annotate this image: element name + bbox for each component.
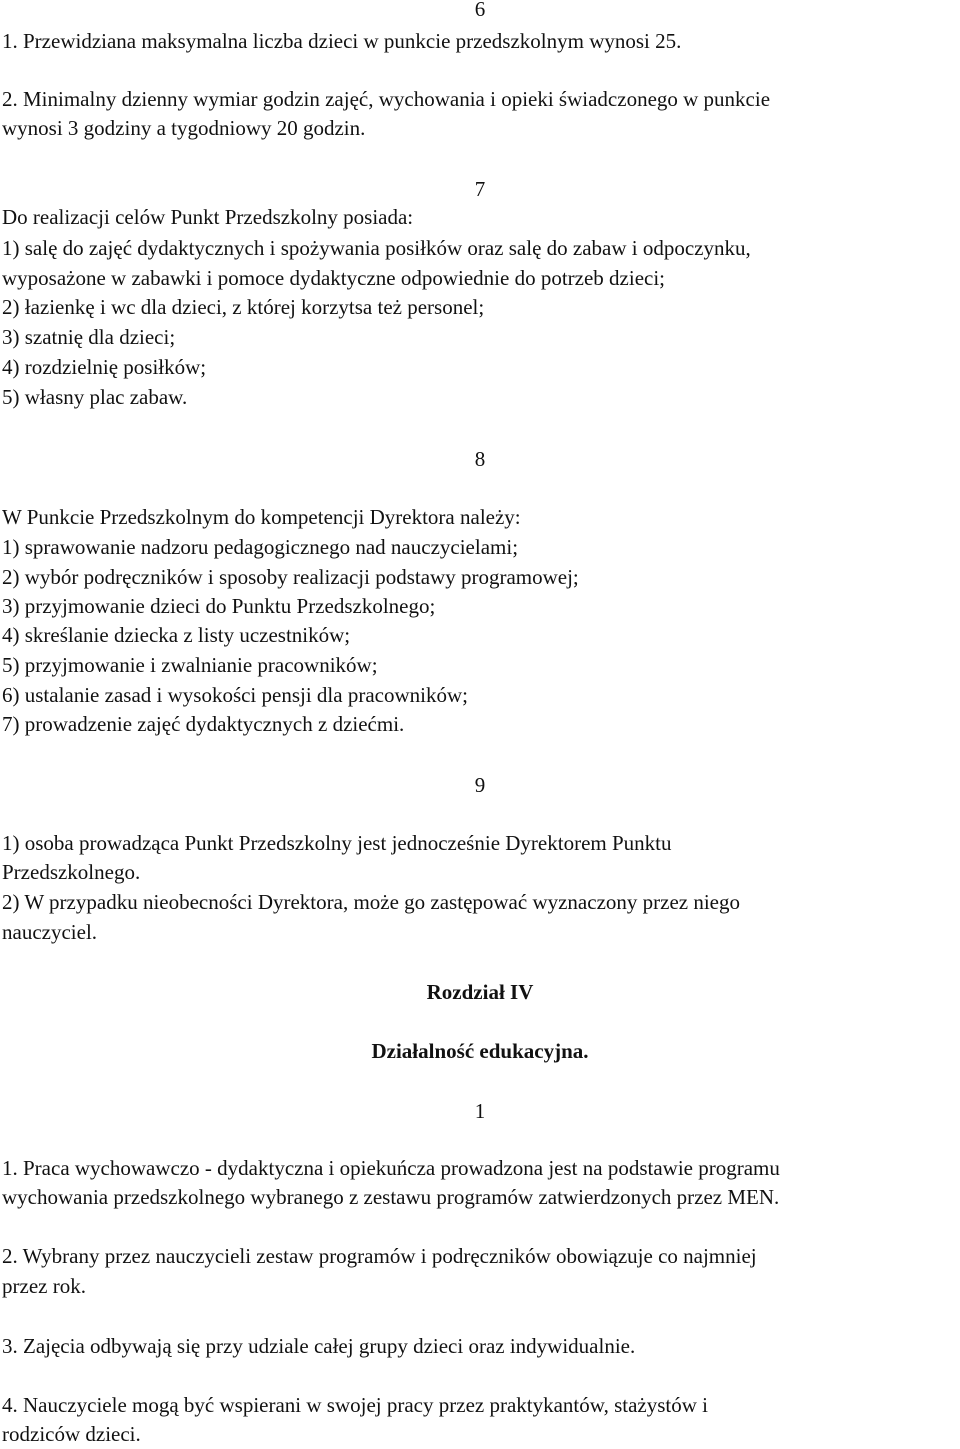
section-9-line-3: 2) W przypadku nieobecności Dyrektora, może go zastępować wyznaczony przez niego xyxy=(2,890,741,914)
section-1-line-5: 3. Zajęcia odbywają się przy udziale całej grupy dzieci oraz indywidualnie. xyxy=(2,1334,636,1358)
section-1-line-7: rodziców dzieci. xyxy=(2,1422,141,1446)
section-6-line-3: wynosi 3 godziny a tygodniowy 20 godzin. xyxy=(2,116,366,140)
section-1-line-2: wychowania przedszkolnego wybranego z zestawu programów zatwierdzonych przez MEN. xyxy=(2,1185,780,1209)
section-1-line-6: 4. Nauczyciele mogą być wspierani w swojej pracy przez praktykantów, stażystów i xyxy=(2,1393,708,1417)
section-6-line-1: 1. Przewidziana maksymalna liczba dzieci w punkcie przedszkolnym wynosi 25. xyxy=(2,29,682,53)
section-7-line-3: wyposażone w zabawki i pomoce dydaktyczne odpowiednie do potrzeb dzieci; xyxy=(2,266,666,290)
section-1-line-4: przez rok. xyxy=(2,1274,86,1298)
section-6-heading: 6 xyxy=(474,0,486,21)
section-7-heading: 7 xyxy=(474,177,486,201)
section-7-line-7: 5) własny plac zabaw. xyxy=(2,385,188,409)
section-1-line-3: 2. Wybrany przez nauczycieli zestaw programów i podręczników obowiązuje co najmniej xyxy=(2,1244,757,1268)
section-8-line-4: 3) przyjmowanie dzieci do Punktu Przedszkolnego; xyxy=(2,594,436,618)
section-8-line-1: W Punkcie Przedszkolnym do kompetencji Dyrektora należy: xyxy=(2,505,521,529)
section-7-line-6: 4) rozdzielnię posiłków; xyxy=(2,355,207,379)
section-1-line-1: 1. Praca wychowawczo - dydaktyczna i opiekuńcza prowadzona jest na podstawie programu xyxy=(2,1156,780,1180)
section-8-line-2: 1) sprawowanie nadzoru pedagogicznego nad nauczycielami; xyxy=(2,535,519,559)
section-6-line-2: 2. Minimalny dzienny wymiar godzin zajęć, wychowania i opieki świadczonego w punkcie xyxy=(2,87,771,111)
section-7-line-2: 1) salę do zajęć dydaktycznych i spożywania posiłków oraz salę do zabaw i odpoczynku, xyxy=(2,236,751,260)
section-1-heading: 1 xyxy=(474,1099,486,1123)
chapter-subheading: Działalność edukacyjna. xyxy=(371,1039,589,1063)
chapter-heading: Rozdział IV xyxy=(426,980,534,1004)
section-8-line-7: 6) ustalanie zasad i wysokości pensji dla pracowników; xyxy=(2,683,468,707)
section-9-line-1: 1) osoba prowadząca Punkt Przedszkolny jest jednocześnie Dyrektorem Punktu xyxy=(2,831,672,855)
section-7-line-1: Do realizacji celów Punkt Przedszkolny posiada: xyxy=(2,205,414,229)
section-8-line-6: 5) przyjmowanie i zwalnianie pracowników; xyxy=(2,653,378,677)
section-8-line-3: 2) wybór podręczników i sposoby realizacji podstawy programowej; xyxy=(2,565,579,589)
section-7-line-5: 3) szatnię dla dzieci; xyxy=(2,325,176,349)
section-8-line-5: 4) skreślanie dziecka z listy uczestników; xyxy=(2,623,351,647)
section-8-line-8: 7) prowadzenie zajęć dydaktycznych z dziećmi. xyxy=(2,712,405,736)
section-9-line-2: Przedszkolnego. xyxy=(2,860,141,884)
section-7-line-4: 2) łazienkę i wc dla dzieci, z której korzytsa też personel; xyxy=(2,295,485,319)
section-9-heading: 9 xyxy=(474,773,486,797)
section-8-heading: 8 xyxy=(474,447,486,471)
section-9-line-4: nauczyciel. xyxy=(2,920,98,944)
